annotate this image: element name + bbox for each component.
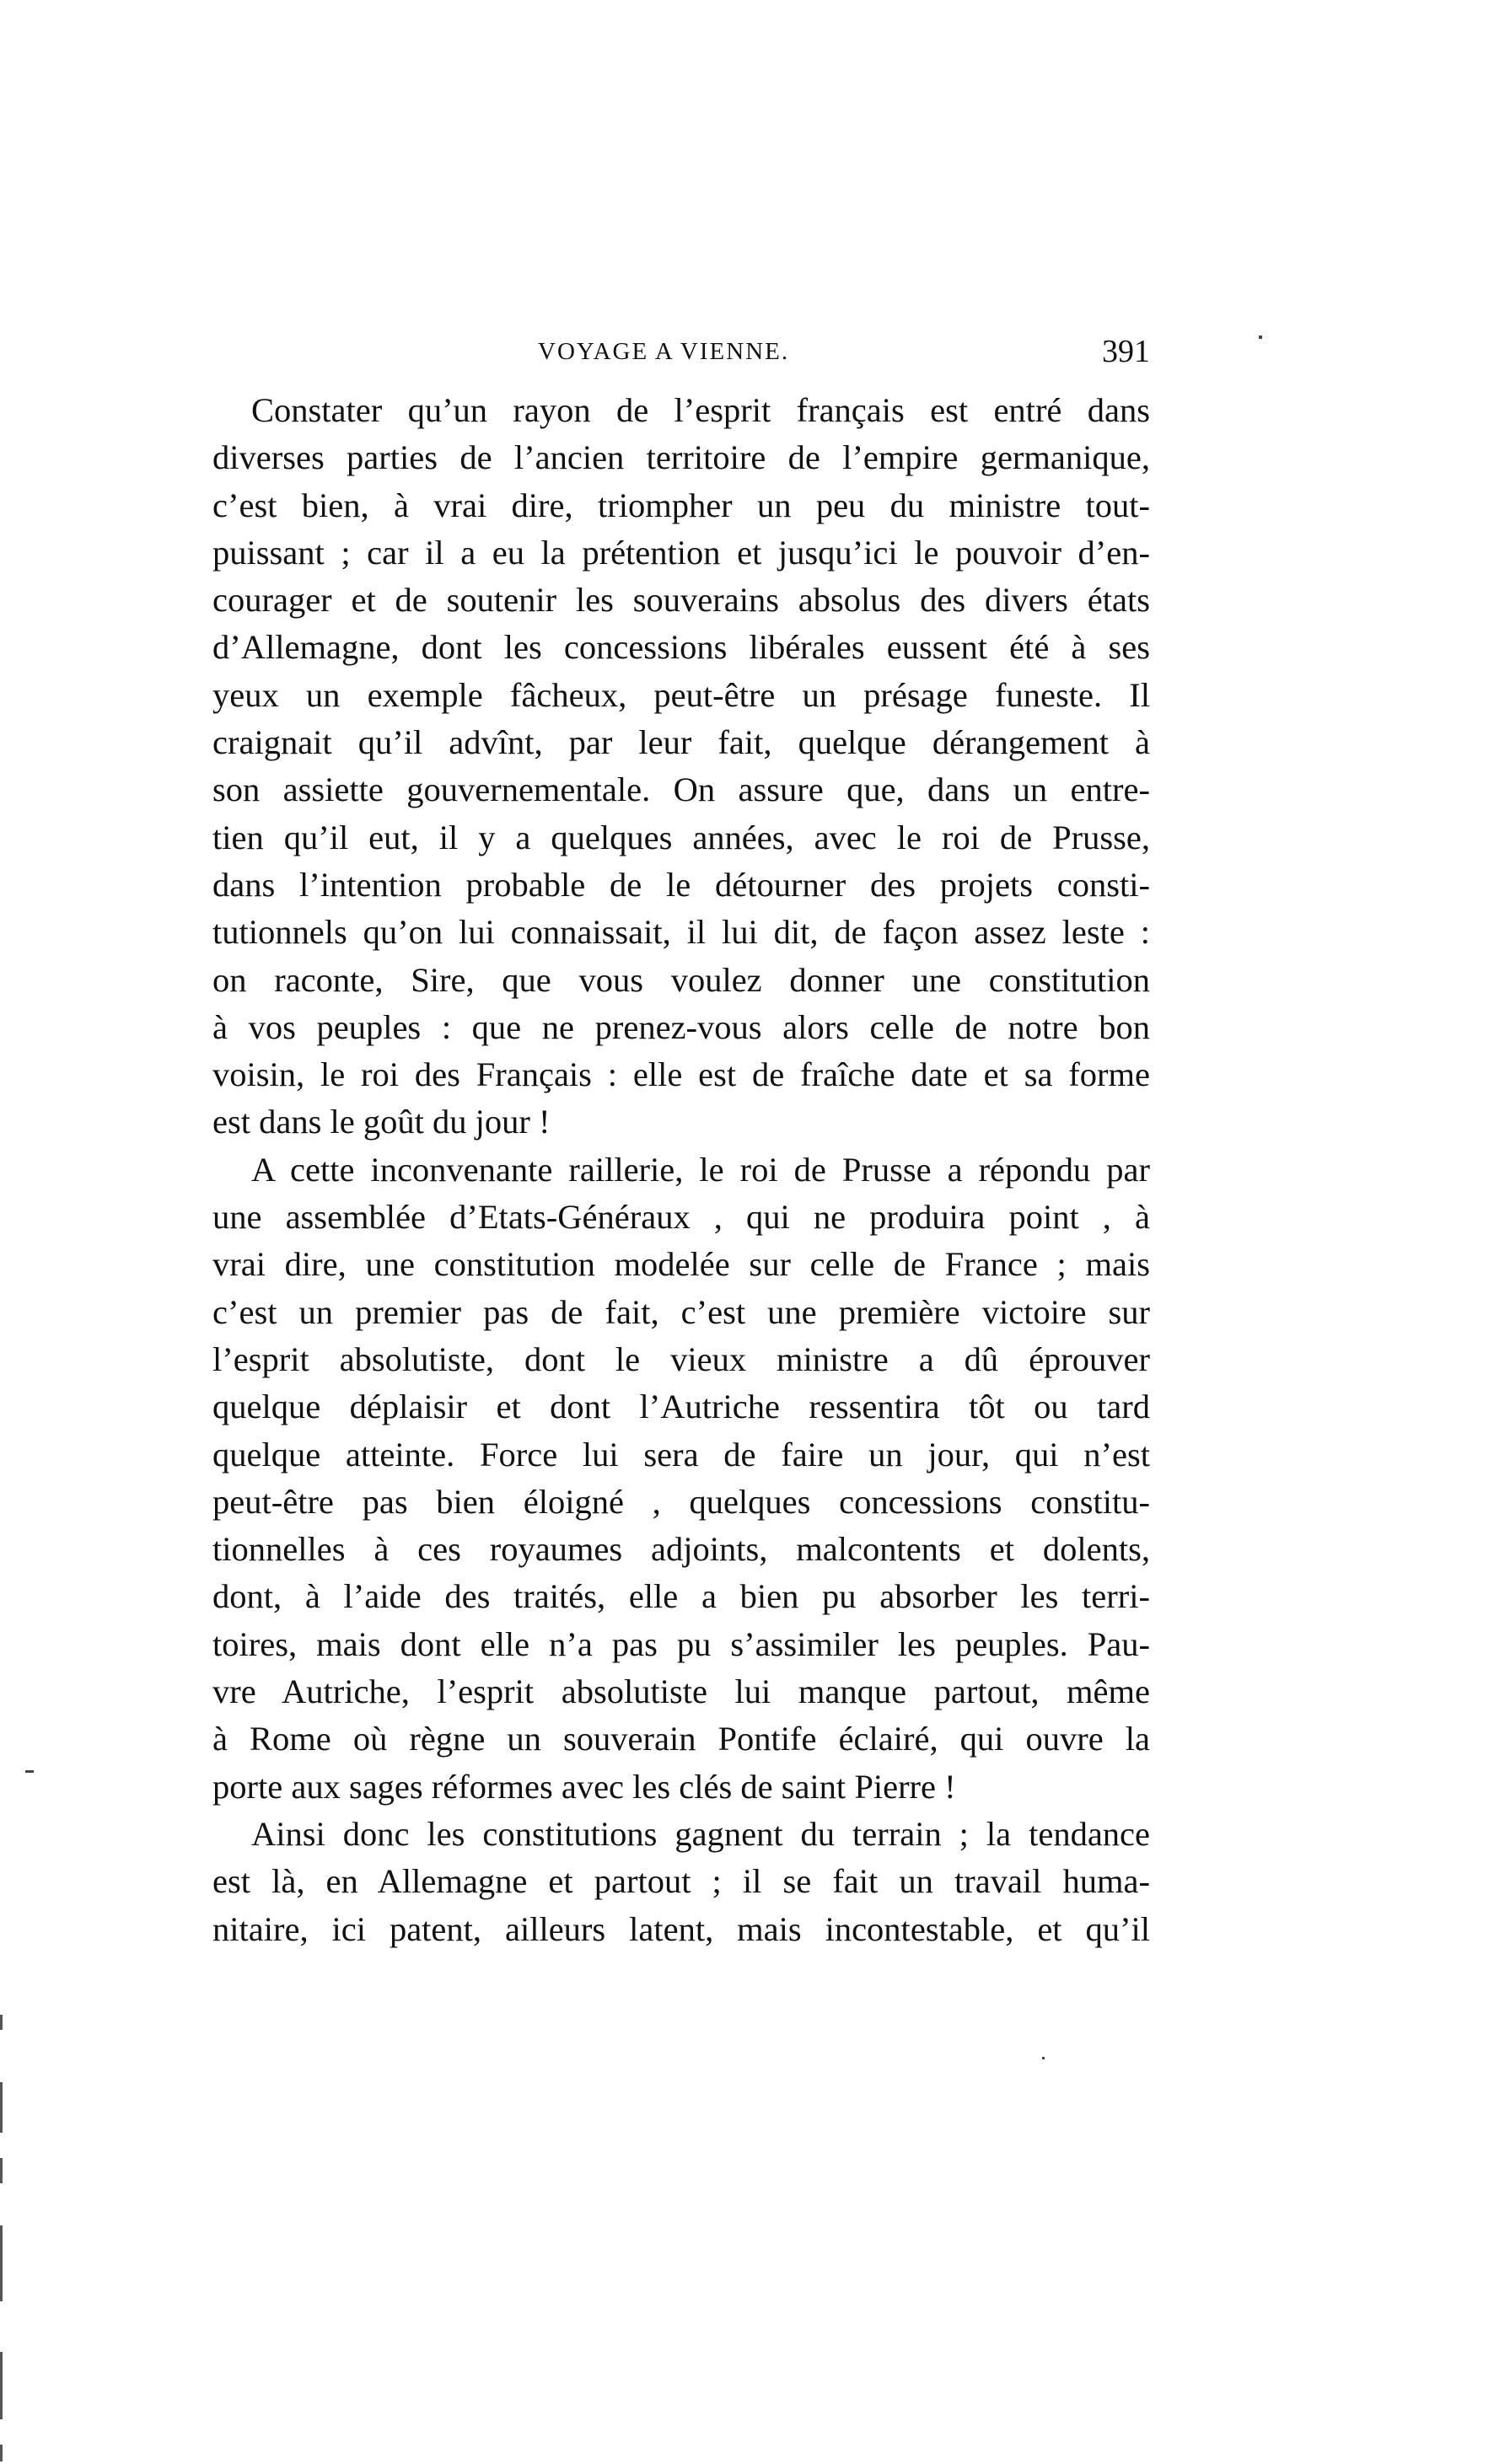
text-line: Ainsi donc les constitutions gagnent du terrain ; la tendance (251, 1814, 1150, 1853)
page-edge-bleed (0, 2445, 3, 2461)
text-line: tionnelles à ces royaumes adjoints, malcontents et dolents, (212, 1530, 1150, 1569)
text-line: porte aux sages réformes avec les clés de saint Pierre ! (212, 1767, 956, 1806)
text-line: est dans le goût du jour ! (212, 1103, 551, 1141)
text-line: vre Autriche, l’esprit absolutiste lui manque partout, même (212, 1672, 1150, 1711)
scan-speck (1259, 336, 1262, 339)
text-line: nitaire, ici patent, ailleurs latent, mais incontestable, et qu’il (212, 1909, 1150, 1948)
text-line: d’Allemagne, dont les concessions libérales eussent été à ses (212, 628, 1150, 667)
text-line: courager et de soutenir les souverains absolus des divers états (212, 581, 1150, 620)
scan-speck (1042, 2057, 1045, 2059)
text-line: puissant ; car il a eu la prétention et jusqu’ici le pouvoir d’en- (212, 533, 1150, 572)
text-line: son assiette gouvernementale. On assure que, dans un entre- (212, 770, 1150, 809)
text-line: yeux un exemple fâcheux, peut-être un présage funeste. Il (212, 675, 1150, 714)
page-edge-bleed (0, 2082, 3, 2133)
text-line: c’est bien, à vrai dire, triompher un peu du ministre tout- (212, 486, 1150, 524)
text-line: Constater qu’un rayon de l’esprit français est entré dans (251, 391, 1150, 429)
text-line: peut-être pas bien éloigné , quelques concessions constitu- (212, 1482, 1150, 1521)
running-header (212, 330, 1150, 373)
text-line: dont, à l’aide des traités, elle a bien pu absorber les terri- (212, 1577, 1150, 1616)
text-line: tien qu’il eut, il y a quelques années, avec le roi de Prusse, (212, 818, 1150, 856)
text-line: quelque atteinte. Force lui sera de faire un jour, qui n’est (212, 1435, 1150, 1474)
running-title: VOYAGE A VIENNE. (538, 338, 790, 365)
text-line: c’est un premier pas de fait, c’est une première victoire sur (212, 1292, 1150, 1331)
text-line: vrai dire, une constitution modelée sur celle de France ; mais (212, 1245, 1150, 1284)
text-line: toires, mais dont elle n’a pas pu s’assimiler les peuples. Pau- (212, 1624, 1150, 1663)
page-edge-bleed (0, 2225, 3, 2301)
body-text (212, 387, 1150, 1953)
page-edge-bleed (0, 2015, 3, 2030)
text-line: une assemblée d’Etats-Généraux , qui ne produira point , à (212, 1198, 1150, 1237)
page-edge-bleed (0, 2158, 3, 2183)
text-line: A cette inconvenante raillerie, le roi de Prusse a répondu par (251, 1150, 1150, 1189)
text-line: tutionnels qu’on lui connaissait, il lui dit, de façon assez leste : (212, 913, 1150, 952)
page-number: 391 (1102, 334, 1150, 369)
paragraph-3 (212, 1811, 1150, 1953)
text-line: dans l’intention probable de le détourner des projets consti- (212, 865, 1150, 904)
text-line: diverses parties de l’ancien territoire de l’empire germanique, (212, 438, 1150, 477)
text-line: à vos peuples : que ne prenez-vous alors celle de notre bon (212, 1007, 1150, 1046)
text-line: voisin, le roi des Français : elle est de fraîche date et sa forme (212, 1055, 1150, 1094)
scan-speck (25, 1770, 34, 1773)
text-line: à Rome où règne un souverain Pontife éclairé, qui ouvre la (212, 1720, 1150, 1758)
text-line: craignait qu’il advînt, par leur fait, quelque dérangement à (212, 723, 1150, 762)
text-line: quelque déplaisir et dont l’Autriche ressentira tôt ou tard (212, 1388, 1150, 1426)
page-edge-bleed (0, 2352, 3, 2419)
text-line: est là, en Allemagne et partout ; il se fait un travail huma- (212, 1862, 1150, 1901)
text-line: l’esprit absolutiste, dont le vieux ministre a dû éprouver (212, 1339, 1150, 1378)
text-line: on raconte, Sire, que vous voulez donner une constitution (212, 960, 1150, 999)
paragraph-1 (212, 387, 1150, 1146)
paragraph-2 (212, 1146, 1150, 1811)
